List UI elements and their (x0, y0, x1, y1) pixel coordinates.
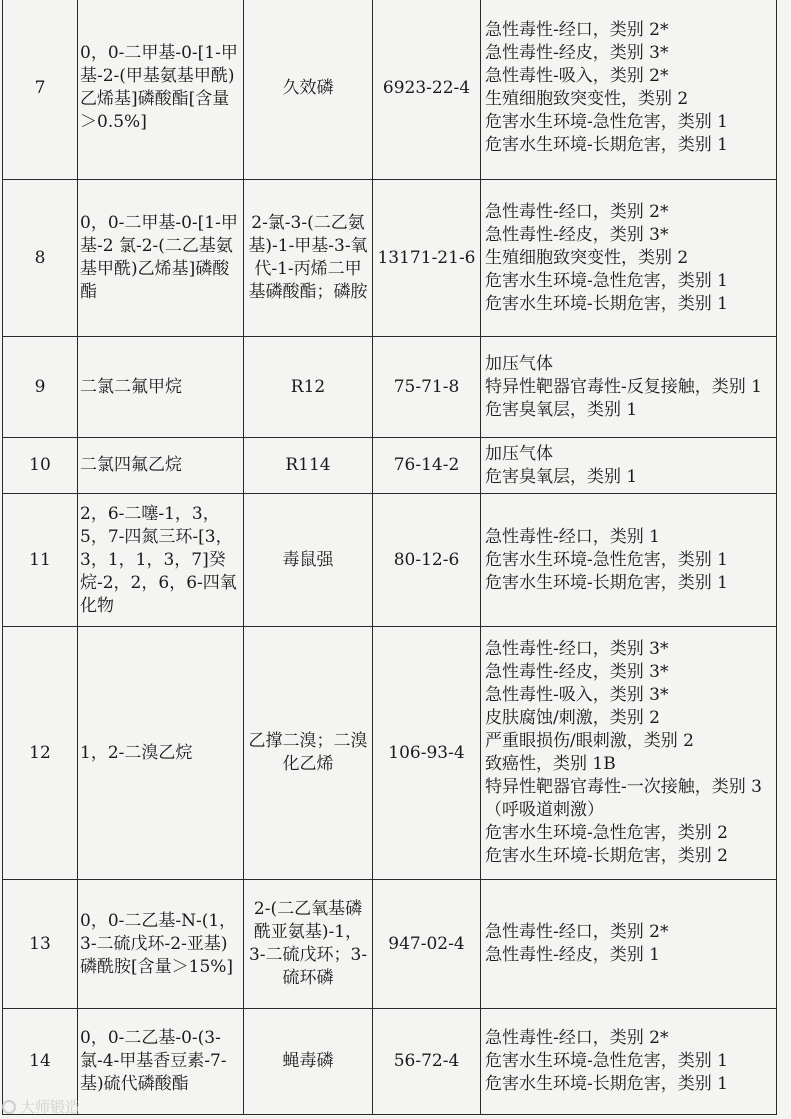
hazard-classes (481, 0, 777, 180)
chemical-name: 2，6-二噻-1，3，5，7-四氮三环-[3，3，1，1，3，7]癸烷-2，2，6，6-四氧化物 (78, 494, 244, 627)
table-row (3, 0, 777, 180)
row-index: 13 (3, 880, 78, 1009)
hazard-classes (481, 337, 777, 438)
table-row (3, 180, 777, 337)
chemical-name: 0，0-二乙基-N-(1，3-二硫戊环-2-亚基)磷酰胺[含量＞15%] (78, 880, 244, 1009)
chemical-alias: 毒鼠强 (244, 494, 373, 627)
hazard-item: 急性毒性-经皮，类别 3* (485, 224, 669, 245)
hazard-classes (481, 180, 777, 337)
table-row (3, 438, 777, 494)
hazard-item: 危害水生环境-急性危害，类别 1 (485, 1051, 728, 1071)
hazard-item: 危害水生环境-长期危害，类别 1 (485, 1074, 728, 1094)
chemical-name: 0，0-二乙基-0-(3-氯-4-甲基香豆素-7-基)硫代磷酸酯 (78, 1009, 244, 1115)
hazard-item: 加压气体 (485, 353, 553, 374)
hazard-item: 急性毒性-经口，类别 2* (485, 201, 669, 222)
hazard-item: 特异性靶器官毒性-反复接触，类别 1 (485, 376, 762, 397)
watermark-text: 大师锻造 (20, 1098, 81, 1116)
chemical-alias: R114 (244, 438, 373, 494)
row-index: 10 (3, 438, 78, 494)
row-index: 8 (3, 180, 78, 337)
row-index: 12 (3, 627, 78, 880)
cas-number: 6923-22-4 (373, 0, 481, 180)
cas-number: 106-93-4 (373, 627, 481, 880)
hazard-item: 危害臭氧层，类别 1 (485, 466, 638, 487)
table-row (3, 880, 777, 1009)
hazard-item: 急性毒性-经口，类别 2* (485, 20, 669, 40)
hazard-item: 急性毒性-经皮，类别 1 (485, 945, 660, 965)
hazard-item: 危害水生环境-急性危害，类别 1 (485, 270, 728, 291)
table-row (3, 627, 777, 880)
chemical-alias: 2-(二乙氧基磷酰亚氨基)-1，3-二硫戊环；3-硫环磷 (244, 880, 373, 1009)
chemical-alias: 乙撑二溴；二溴化乙烯 (244, 627, 373, 880)
hazard-item: 特异性靶器官毒性-一次接触，类别 3（呼吸道刺激） (485, 777, 762, 820)
hazard-item: 急性毒性-经皮，类别 3* (485, 43, 669, 63)
chemical-alias: 久效磷 (244, 0, 373, 180)
hazard-item: 急性毒性-吸入，类别 2* (485, 66, 669, 86)
chemical-name: 0，0-二甲基-0-[1-甲基-2 氯-2-(二乙基氨基甲酰)乙烯基]磷酸酯 (78, 180, 244, 337)
row-index: 11 (3, 494, 78, 627)
chemical-alias: 蝇毒磷 (244, 1009, 373, 1115)
chemical-name: 二氯二氟甲烷 (78, 337, 244, 438)
hazard-item: 急性毒性-经口，类别 2* (485, 1028, 669, 1048)
cas-number: 75-71-8 (373, 337, 481, 438)
hazard-item: 皮肤腐蚀/刺激，类别 2 (485, 708, 660, 728)
cas-number: 947-02-4 (373, 880, 481, 1009)
hazard-classes (481, 627, 777, 880)
hazard-item: 急性毒性-经皮，类别 3* (485, 662, 669, 682)
row-index: 9 (3, 337, 78, 438)
hazard-item: 急性毒性-经口，类别 3* (485, 639, 669, 659)
hazard-item: 急性毒性-经口，类别 2* (485, 922, 669, 942)
hazard-item: 急性毒性-经口，类别 1 (485, 526, 660, 547)
chemical-name: 1，2-二溴乙烷 (78, 627, 244, 880)
table-row (3, 494, 777, 627)
chemical-name: 二氯四氟乙烷 (78, 438, 244, 494)
hazard-item: 危害水生环境-急性危害，类别 1 (485, 549, 728, 570)
hazard-item: 生殖细胞致突变性，类别 2 (485, 89, 689, 109)
hazard-classes (481, 494, 777, 627)
watermark-logo-icon (2, 1100, 16, 1114)
cas-number: 80-12-6 (373, 494, 481, 627)
hazard-item: 危害水生环境-急性危害，类别 1 (485, 112, 728, 132)
table-row (3, 1009, 777, 1115)
hazard-item: 危害水生环境-长期危害，类别 1 (485, 135, 728, 155)
cas-number: 76-14-2 (373, 438, 481, 494)
hazard-item: 危害水生环境-长期危害，类别 2 (485, 846, 728, 866)
hazard-item: 危害水生环境-急性危害，类别 2 (485, 823, 728, 843)
hazard-classes (481, 1009, 777, 1115)
watermark (2, 1096, 80, 1117)
hazard-classes (481, 880, 777, 1009)
cas-number: 13171-21-6 (373, 180, 481, 337)
chemical-name: 0，0-二甲基-0-[1-甲基-2-(甲基氨基甲酰)乙烯基]磷酸酯[含量＞0.5%] (78, 0, 244, 180)
hazard-item: 加压气体 (485, 443, 553, 464)
hazard-item: 严重眼损伤/眼刺激，类别 2 (485, 731, 694, 751)
hazardous-chemicals-table (2, 0, 777, 1115)
hazard-item: 危害水生环境-长期危害，类别 1 (485, 572, 728, 593)
table-row (3, 337, 777, 438)
chemical-alias: 2-氯-3-(二乙氨基)-1-甲基-3-氧代-1-丙烯二甲基磷酸酯；磷胺 (244, 180, 373, 337)
row-index: 14 (3, 1009, 78, 1115)
row-index: 7 (3, 0, 78, 180)
hazard-item: 危害水生环境-长期危害，类别 1 (485, 293, 728, 314)
hazard-item: 生殖细胞致突变性，类别 2 (485, 247, 689, 268)
hazard-classes (481, 438, 777, 494)
hazard-item: 急性毒性-吸入，类别 3* (485, 685, 669, 705)
cas-number: 56-72-4 (373, 1009, 481, 1115)
hazard-item: 致癌性，类别 1B (485, 754, 616, 774)
hazard-item: 危害臭氧层，类别 1 (485, 399, 638, 420)
chemical-alias: R12 (244, 337, 373, 438)
